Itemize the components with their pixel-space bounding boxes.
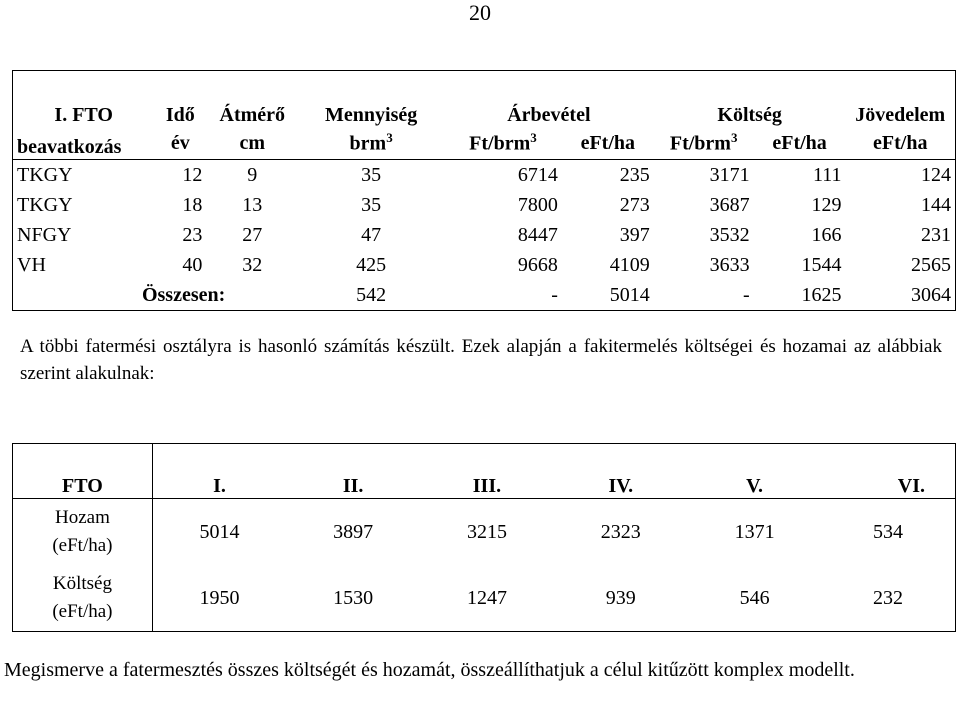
table-header-cell: IV. xyxy=(554,444,688,499)
table-cell: 9668 xyxy=(517,253,558,276)
header-mennyiseg: Mennyiség xyxy=(298,71,444,128)
table-cell: 166 xyxy=(811,223,842,246)
table-cell: 939 xyxy=(554,565,688,632)
table-cell: 1530 xyxy=(286,565,420,632)
table-cell: 231 xyxy=(846,220,956,250)
table-cell: 273 xyxy=(619,193,650,216)
header-fto: FTO xyxy=(13,444,153,499)
table-cell: 534 xyxy=(822,499,956,566)
table1-header-row-1 xyxy=(13,71,956,128)
table-cell: 542 xyxy=(298,280,444,311)
table-header-cell: I. xyxy=(152,444,286,499)
table-cell: TKGY xyxy=(13,160,155,191)
table-cell: 4109 xyxy=(609,253,650,276)
row-label-line: Hozam xyxy=(54,507,110,528)
harvest-table xyxy=(12,70,956,311)
table-cell: 1950 xyxy=(152,565,286,632)
header-ft-brm3-rev: Ft/brm$^3$ xyxy=(444,127,562,160)
table-cell: 6714 xyxy=(517,163,558,186)
table-cell: 111 xyxy=(812,163,842,186)
table-cell: 32 xyxy=(242,253,263,276)
table-cell: 397 xyxy=(619,223,650,246)
table-cell: 5014 xyxy=(199,520,240,543)
table-cell: 1371 xyxy=(734,520,775,543)
table-cell: 232 xyxy=(822,565,956,632)
paragraph-2: Megismerve a fatermesztés összes költségét és hozamát, összeállíthatjuk a célul kitűzött komplex modellt. xyxy=(4,659,855,681)
table-cell: TKGY xyxy=(13,190,155,220)
header-beavatkozas: beavatkozás xyxy=(13,127,155,160)
table-cell: 144 xyxy=(846,190,956,220)
table-cell: 3897 xyxy=(333,520,374,543)
header-brm3: brm$^3$ xyxy=(298,127,444,160)
table-cell: 3633 xyxy=(709,253,750,276)
table1-header-row-2 xyxy=(13,127,956,160)
table-cell: 3064 xyxy=(846,280,956,311)
table-row xyxy=(13,220,956,250)
table-row xyxy=(13,499,956,566)
row-label-line: (eFt/ha) xyxy=(52,535,113,556)
table-cell: 124 xyxy=(846,160,956,191)
table-total-row xyxy=(13,280,956,311)
table-cell: 35 xyxy=(361,193,382,216)
table-header-cell: II. xyxy=(286,444,420,499)
row-label-hozam xyxy=(13,499,153,566)
table-header-cell: VI. xyxy=(822,444,956,499)
table-cell: 9 xyxy=(247,163,258,186)
table-cell: - xyxy=(654,280,754,311)
table-cell: 12 xyxy=(182,163,203,186)
header-jovedelem: Jövedelem xyxy=(846,71,956,128)
table-cell: 425 xyxy=(356,253,387,276)
yield-cost-table xyxy=(12,443,956,632)
header-eft-ha-rev: eFt/ha xyxy=(562,127,654,160)
table-cell: 18 xyxy=(182,193,203,216)
header-eft-ha-income: eFt/ha xyxy=(846,127,956,160)
table-cell: VH xyxy=(13,250,155,280)
header-eft-ha-cost: eFt/ha xyxy=(754,127,846,160)
header-ft-brm3-cost: Ft/brm$^3$ xyxy=(654,127,754,160)
table-cell: 2565 xyxy=(846,250,956,280)
table-row xyxy=(13,160,956,191)
table-cell: 2323 xyxy=(600,520,641,543)
table-cell: 35 xyxy=(361,163,382,186)
table-cell: 546 xyxy=(688,565,822,632)
table-cell: 235 xyxy=(619,163,650,186)
paragraph-1: A többi fatermési osztályra is hasonló számítás készült. Ezek alapján a fakitermelés költségei és hozamai az alábbiak szerint alakulnak: xyxy=(20,336,942,384)
row-label-koltseg xyxy=(13,565,153,632)
row-label-line: Költség xyxy=(52,573,112,594)
header-cm: cm xyxy=(206,127,298,160)
table-row xyxy=(13,250,956,280)
table-cell: 1544 xyxy=(801,253,842,276)
table-row xyxy=(13,565,956,632)
table-cell: 8447 xyxy=(517,223,558,246)
table-cell: 23 xyxy=(182,223,203,246)
table-cell: 1247 xyxy=(420,565,554,632)
table-cell: 3687 xyxy=(709,193,750,216)
table2-header-row xyxy=(13,444,956,499)
header-atmero: Átmérő xyxy=(206,71,298,128)
table-row xyxy=(13,190,956,220)
table-cell: 47 xyxy=(361,223,382,246)
table-cell: NFGY xyxy=(13,220,155,250)
table-cell: 3215 xyxy=(466,520,507,543)
table-header-cell: III. xyxy=(420,444,554,499)
header-koltseg: Költség xyxy=(654,71,846,128)
table-cell: 5014 xyxy=(562,280,654,311)
table-cell: 7800 xyxy=(517,193,558,216)
row-label-line: (eFt/ha) xyxy=(52,601,113,622)
table-header-cell: V. xyxy=(688,444,822,499)
table-cell: 27 xyxy=(242,223,263,246)
table-cell: 129 xyxy=(811,193,842,216)
header-fto: I. FTO xyxy=(13,71,155,128)
header-ido: Idő xyxy=(154,71,206,128)
header-arbevetel: Árbevétel xyxy=(444,71,654,128)
table-cell: 3532 xyxy=(709,223,750,246)
header-ev: év xyxy=(154,127,206,160)
total-label: Összesen: xyxy=(13,280,299,311)
table-cell: 3171 xyxy=(709,163,750,186)
table-cell: 40 xyxy=(182,253,203,276)
table-cell: - xyxy=(444,280,562,311)
table-cell: 1625 xyxy=(754,280,846,311)
page-number: 20 xyxy=(469,0,491,25)
table-cell: 13 xyxy=(242,193,263,216)
